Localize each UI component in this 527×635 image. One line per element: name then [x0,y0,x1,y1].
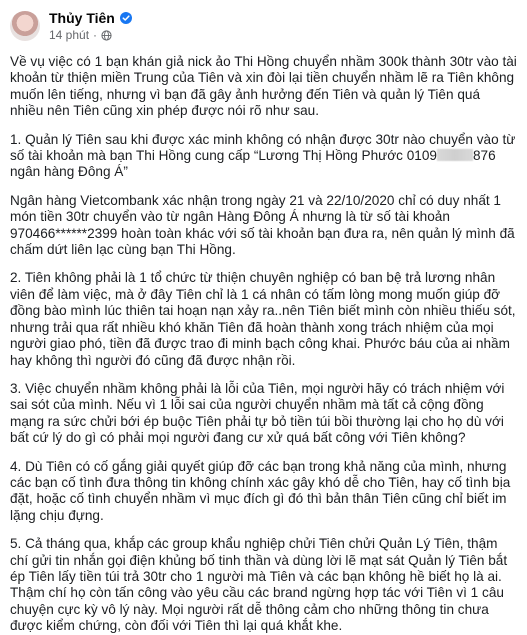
verified-badge-icon [120,12,132,24]
paragraph-point-2: 2. Tiên không phải là 1 tổ chức từ thiện chuyên nghiệp có ban bệ trả lương nhân viên để làm việc, mà ở đây Tiên chỉ là 1 cá nhân có tấm lòng mong muốn giúp đỡ đồng bào mình lúc thiên tai hoạn nạn xảy ra..nên Tiên biết mình còn nhiều thiếu sót, nhưng trải qua rất nhiều khó khăn Tiên đã hoàn thành xong trách nhiệm của mọi người giao phó, tiền đã được trao đi minh bạch công khai. Phước báu của ai nhầm hay không thì người đó cũng đã được nhận rồi. [10,270,516,368]
paragraph-bank-confirmation: Ngân hàng Vietcombank xác nhận trong ngày 21 và 22/10/2020 chỉ có duy nhất 1 món tiền 30tr chuyển vào từ ngân Hàng Đông Á nhưng là từ số tài khoản 970466******2399 hoàn toàn khác với số tài khoản bạn đưa ra, nên quản lý mình đã chấm dứt liên lạc cùng bạn Thi Hồng. [10,192,515,258]
paragraph-intro: Về vụ việc có 1 bạn khán giả nick ảo Thi Hồng chuyển nhầm 300k thành 30tr vào tài khoản từ thiện miền Trung của Tiên và xin đòi lại tiền chuyển nhầm lẽ ra Tiên không muốn lên tiếng, nhưng vì bạn đã gây ảnh hưởng đến Tiên và quản lý Tiên quá nhiều nên Tiên cũng xin phép được nói rõ như sau. [10,54,517,119]
author-row [49,10,132,26]
paragraph-point-3: 3. Việc chuyển nhầm không phải là lỗi của Tiên, mọi người hãy có trách nhiệm với sai sót của mình. Nếu vì 1 lỗi sai của người chuyển nhầm mà tất cả cộng đồng mạng ra sức chửi bới ép buộc Tiên phải tự bỏ tiền túi bồi thường lại cho họ dù với bất cứ lý do gì có phải mọi người đang cư xử quá bất công với Tiên không? [10,380,505,446]
post-time-row [49,28,132,42]
paragraph-point-1 [10,132,517,181]
author-avatar[interactable] [10,11,40,41]
author-name[interactable]: Thủy Tiên [49,10,115,26]
paragraph-point-5: 5. Cả tháng qua, khắp các group khẩu nghiệp chửi Tiên chửi Quản Lý Tiên, thậm chí gửi tin nhắn gọi điện khủng bố tinh thần và dùng lời lẽ mạt sát Quản lý Tiên bắt ép Tiên lấy tiền túi trả 30tr cho 1 người mà Tiên và các bạn không hề biết họ là ai. Thậm chí họ còn tấn công vào yêu cầu các brand ngừng hợp tác với Tiên vì 1 câu chuyện cực kỳ vô lý này. Mọi người rất dễ thông cảm cho những thông tin chưa được kiểm chứng, còn đối với Tiên thì lại quá khắt khe. [10,536,508,634]
redacted-account-digits [437,149,473,161]
meta-separator: · [93,28,98,42]
post-timestamp[interactable]: 14 phút [49,28,90,42]
paragraph-point-1-end: 876 ngân hàng Đông Á” [10,148,496,180]
post-meta [49,10,132,42]
post-header [10,8,517,44]
globe-icon[interactable] [101,30,112,41]
paragraph-point-4: 4. Dù Tiên có cố gắng giải quyết giúp đỡ các bạn trong khả năng của mình, nhưng các bạn cố tình đưa thông tin không chính xác gây khó dễ cho Tiên, hay cố tình bịa đặt, hoặc cố tình chuyển nhầm vì mục đích gì đó thì bản thân Tiên cũng chỉ biết im lặng chịu đựng. [10,458,511,523]
paragraph-point-1-start: 1. Quản lý Tiên sau khi được xác minh không có nhận được 30tr nào chuyển vào từ số tài khoản mà bạn Thi Hồng cung cấp “Lương Thị Hồng Phước 0109 [10,131,516,164]
post-body [10,54,517,635]
